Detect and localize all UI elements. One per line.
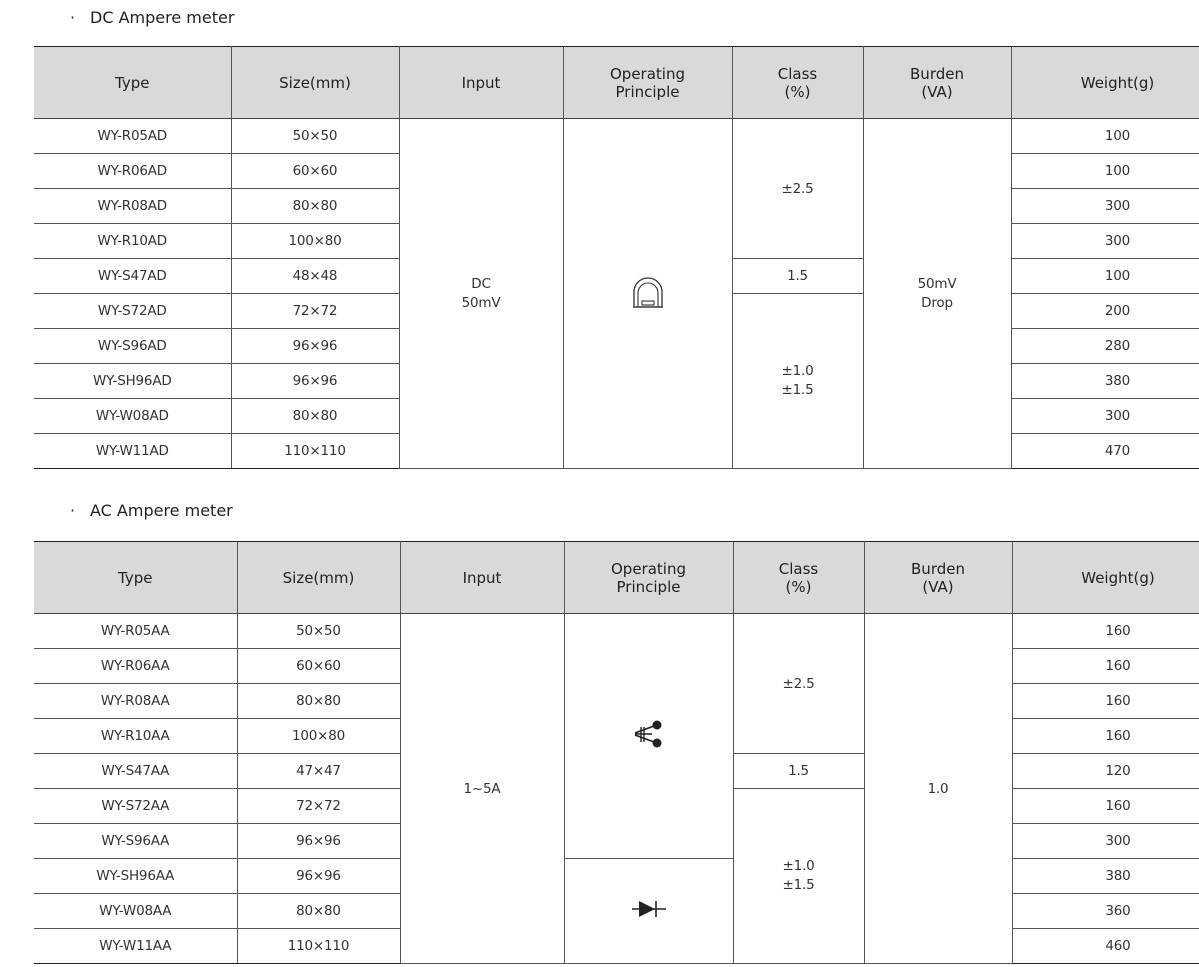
cell-size: 80×80 — [237, 894, 400, 929]
header-input: Input — [399, 47, 563, 119]
cell-weight: 280 — [1011, 329, 1199, 364]
cell-type: WY-R05AD — [34, 119, 231, 154]
ac-title-text: AC Ampere meter — [90, 501, 233, 520]
cell-class: ±1.0 ±1.5 — [733, 789, 864, 964]
cell-type: WY-S72AD — [34, 294, 231, 329]
cell-type: WY-S96AD — [34, 329, 231, 364]
cell-type: WY-S72AA — [34, 789, 237, 824]
cell-type: WY-W11AA — [34, 929, 237, 964]
ac-ampere-meter-table — [34, 541, 1199, 964]
moving-iron-symbol-icon — [632, 717, 666, 755]
header-weight: Weight(g) — [1012, 542, 1199, 614]
cell-weight: 160 — [1012, 789, 1199, 824]
cell-weight: 470 — [1011, 434, 1199, 469]
ac-section-title — [70, 501, 233, 520]
header-operating-principle: Operating Principle — [563, 47, 732, 119]
cell-weight: 120 — [1012, 754, 1199, 789]
cell-size: 80×80 — [231, 189, 399, 224]
cell-operating-principle — [564, 614, 733, 859]
header-input: Input — [400, 542, 564, 614]
header-size: Size(mm) — [231, 47, 399, 119]
cell-weight: 300 — [1011, 189, 1199, 224]
dc-header-row — [34, 47, 1199, 119]
cell-type: WY-W08AA — [34, 894, 237, 929]
cell-size: 80×80 — [237, 684, 400, 719]
cell-size: 50×50 — [237, 614, 400, 649]
header-burden: Burden (VA) — [863, 47, 1011, 119]
cell-weight: 300 — [1012, 824, 1199, 859]
cell-weight: 300 — [1011, 224, 1199, 259]
cell-class: ±1.0 ±1.5 — [732, 294, 863, 469]
cell-type: WY-S47AD — [34, 259, 231, 294]
header-size: Size(mm) — [237, 542, 400, 614]
cell-type: WY-SH96AD — [34, 364, 231, 399]
cell-weight: 160 — [1012, 719, 1199, 754]
cell-burden: 1.0 — [864, 614, 1012, 964]
cell-weight: 460 — [1012, 929, 1199, 964]
cell-weight: 160 — [1012, 649, 1199, 684]
cell-type: WY-R08AD — [34, 189, 231, 224]
header-weight: Weight(g) — [1011, 47, 1199, 119]
moving-coil-symbol-icon — [630, 274, 666, 314]
cell-size: 60×60 — [231, 154, 399, 189]
cell-size: 60×60 — [237, 649, 400, 684]
cell-type: WY-W11AD — [34, 434, 231, 469]
cell-size: 100×80 — [231, 224, 399, 259]
cell-weight: 200 — [1011, 294, 1199, 329]
cell-weight: 100 — [1011, 119, 1199, 154]
cell-weight: 300 — [1011, 399, 1199, 434]
dc-title-text: DC Ampere meter — [90, 8, 235, 27]
cell-class: 1.5 — [733, 754, 864, 789]
cell-weight: 380 — [1012, 859, 1199, 894]
table-row — [34, 119, 1199, 154]
cell-class: ±2.5 — [733, 614, 864, 754]
header-burden: Burden (VA) — [864, 542, 1012, 614]
cell-weight: 100 — [1011, 259, 1199, 294]
cell-size: 100×80 — [237, 719, 400, 754]
table-row — [34, 614, 1199, 649]
table-row — [34, 859, 1199, 894]
cell-type: WY-R08AA — [34, 684, 237, 719]
cell-type: WY-R10AA — [34, 719, 237, 754]
cell-input: DC 50mV — [399, 119, 563, 469]
cell-operating-principle — [563, 119, 732, 469]
cell-size: 48×48 — [231, 259, 399, 294]
rectifier-diode-symbol-icon — [631, 899, 667, 923]
cell-type: WY-SH96AA — [34, 859, 237, 894]
bullet-dot: · — [70, 501, 76, 520]
cell-type: WY-R05AA — [34, 614, 237, 649]
bullet-dot: · — [70, 8, 76, 27]
cell-type: WY-S96AA — [34, 824, 237, 859]
header-class: Class (%) — [732, 47, 863, 119]
cell-size: 72×72 — [231, 294, 399, 329]
cell-type: WY-R10AD — [34, 224, 231, 259]
cell-size: 96×96 — [237, 859, 400, 894]
cell-weight: 360 — [1012, 894, 1199, 929]
cell-weight: 160 — [1012, 614, 1199, 649]
cell-size: 80×80 — [231, 399, 399, 434]
header-type: Type — [34, 47, 231, 119]
cell-type: WY-S47AA — [34, 754, 237, 789]
cell-weight: 160 — [1012, 684, 1199, 719]
cell-size: 96×96 — [231, 364, 399, 399]
cell-size: 96×96 — [237, 824, 400, 859]
cell-size: 96×96 — [231, 329, 399, 364]
cell-type: WY-W08AD — [34, 399, 231, 434]
cell-operating-principle — [564, 859, 733, 964]
cell-class: ±2.5 — [732, 119, 863, 259]
cell-burden: 50mV Drop — [863, 119, 1011, 469]
cell-size: 47×47 — [237, 754, 400, 789]
cell-class: 1.5 — [732, 259, 863, 294]
cell-input: 1~5A — [400, 614, 564, 964]
header-operating-principle: Operating Principle — [564, 542, 733, 614]
cell-size: 72×72 — [237, 789, 400, 824]
cell-size: 110×110 — [237, 929, 400, 964]
ac-header-row — [34, 542, 1199, 614]
cell-size: 110×110 — [231, 434, 399, 469]
cell-weight: 380 — [1011, 364, 1199, 399]
header-class: Class (%) — [733, 542, 864, 614]
dc-ampere-meter-table — [34, 46, 1199, 469]
cell-type: WY-R06AD — [34, 154, 231, 189]
dc-section-title — [70, 8, 234, 27]
cell-weight: 100 — [1011, 154, 1199, 189]
cell-size: 50×50 — [231, 119, 399, 154]
cell-type: WY-R06AA — [34, 649, 237, 684]
header-type: Type — [34, 542, 237, 614]
